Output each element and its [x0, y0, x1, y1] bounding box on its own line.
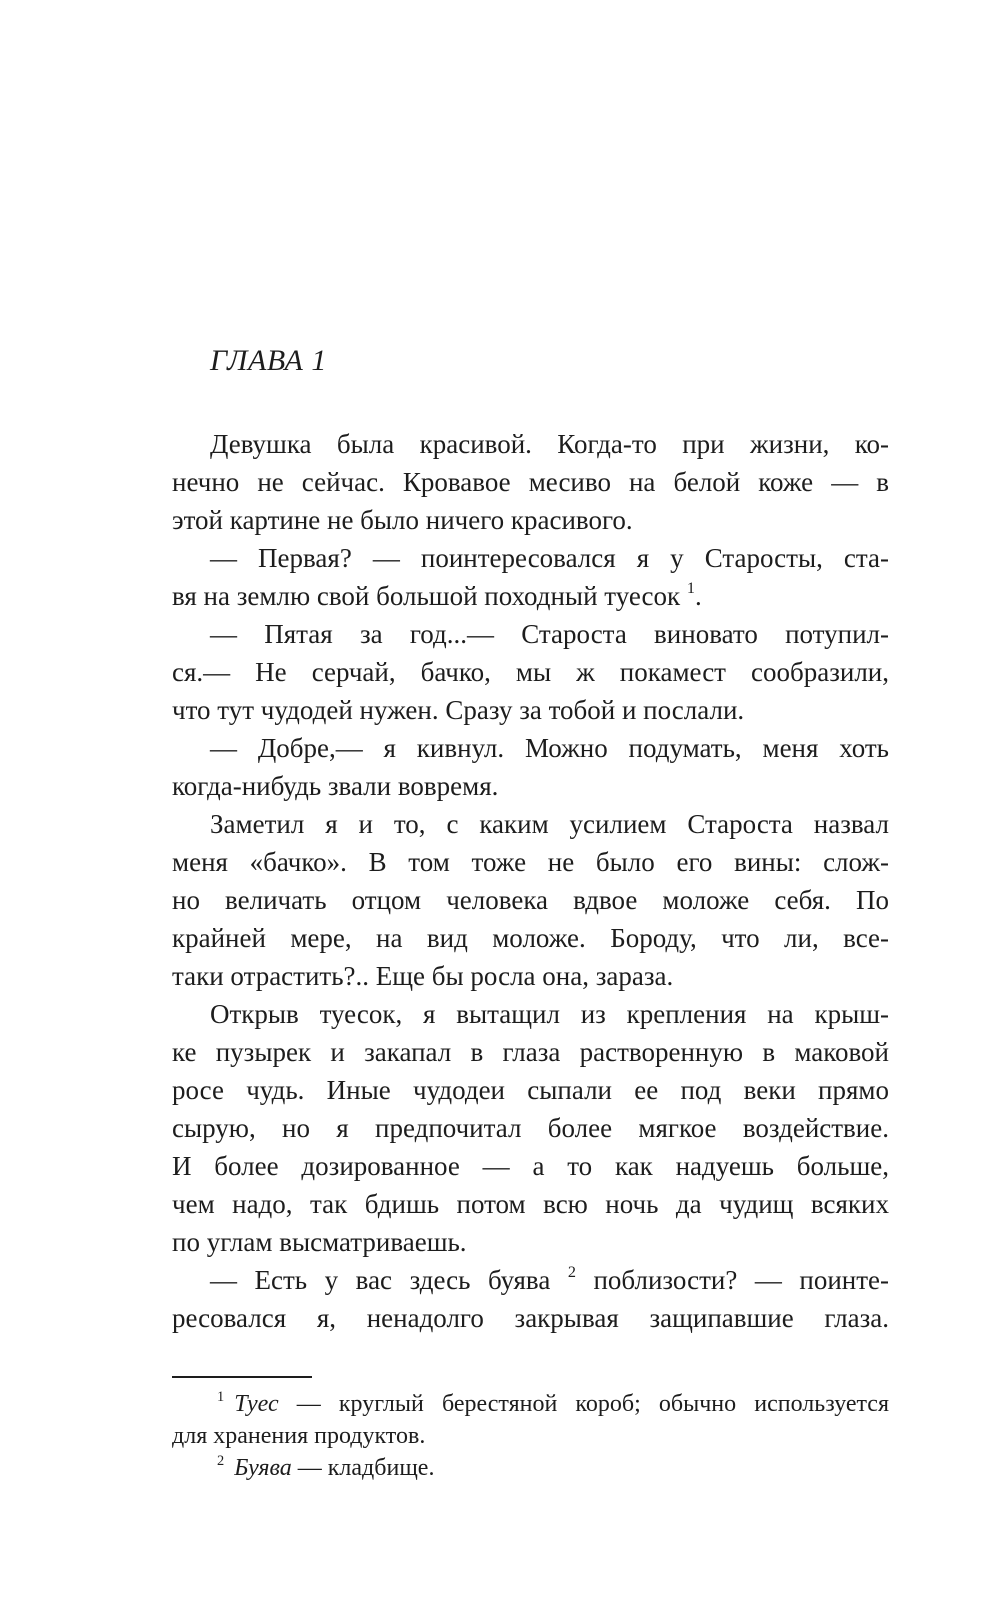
paragraph — [172, 805, 889, 995]
footnote-text — [172, 1388, 889, 1484]
paragraph — [172, 995, 889, 1261]
text-line: — Пятая за год...— Староста виновато потупил- — [210, 619, 889, 649]
italic-term: Туес — [234, 1391, 279, 1417]
paragraph — [172, 729, 889, 805]
text-line: сырую, но я предпочитал более мягкое воздействие. — [172, 1113, 889, 1143]
footnote-marker: 1 — [686, 579, 695, 598]
chapter-title: ГЛАВА 1 — [210, 344, 327, 377]
text-column — [172, 346, 889, 1484]
footnote-item — [172, 1388, 889, 1452]
footnote-marker: 2 — [217, 1452, 225, 1469]
text-line: росе чудь. Иные чудодеи сыпали ее под веки прямо — [172, 1075, 889, 1105]
text-line: когда-нибудь звали вовремя. — [172, 771, 499, 801]
text-line: — Первая? — поинтересовался я у Старосты, ста- — [210, 543, 889, 573]
italic-term: Буява — [234, 1455, 292, 1481]
text-line: но величать отцом человека вдвое моложе себя. По — [172, 885, 889, 915]
footnotes-section — [172, 1376, 889, 1484]
text-line: нечно не сейчас. Кровавое месиво на белой коже — в — [172, 467, 889, 497]
text-line: чем надо, так бдишь потом всю ночь да чудищ всяких — [172, 1189, 889, 1219]
text-line: что тут чудодей нужен. Сразу за тобой и послали. — [172, 695, 745, 725]
footnote-divider — [172, 1376, 312, 1378]
text-line: $^1$ Туес — круглый берестяной короб; обычно используется — [217, 1388, 889, 1417]
text-line: Открыв туесок, я вытащил из крепления на крыш- — [210, 999, 889, 1029]
text-line: И более дозированное — а то как надуешь больше, — [172, 1151, 889, 1181]
text-line: вя на землю свой большой походный туесок $^1$. — [172, 579, 702, 611]
text-line: $^2$ Буява — кладбище. — [217, 1452, 435, 1481]
text-line: ресовался я, ненадолго закрывая защипавшие глаза. — [172, 1303, 889, 1333]
text-line: — Добре,— я кивнул. Можно подумать, меня хоть — [210, 733, 889, 763]
text-line: Девушка была красивой. Когда-то при жизни, ко- — [210, 429, 889, 459]
paragraph — [172, 615, 889, 729]
paragraph — [172, 425, 889, 539]
footnote-marker: 1 — [217, 1388, 225, 1405]
text-line: крайней мере, на вид моложе. Бороду, что ли, все- — [172, 923, 889, 953]
text-line: по углам высматриваешь. — [172, 1227, 467, 1257]
body-text — [172, 425, 889, 1337]
text-line: ке пузырек и закапал в глаза растворенную в маковой — [172, 1037, 889, 1067]
text-line: — Есть у вас здесь буява $^2$ поблизости? — поинте- — [210, 1263, 889, 1295]
footnote-item — [172, 1452, 889, 1484]
text-line: Заметил я и то, с каким усилием Староста назвал — [210, 809, 889, 839]
footnote-marker: 2 — [567, 1263, 576, 1282]
paragraph — [172, 1261, 889, 1337]
text-line: этой картине не было ничего красивого. — [172, 505, 633, 535]
text-line: ся.— Не серчай, бачко, мы ж покамест сообразили, — [172, 657, 889, 687]
text-line: для хранения продуктов. — [172, 1423, 426, 1449]
paragraph — [172, 539, 889, 615]
text-line: таки отрастить?.. Еще бы росла она, зараза. — [172, 961, 674, 991]
text-line: меня «бачко». В том тоже не было его вины: слож- — [172, 847, 889, 877]
